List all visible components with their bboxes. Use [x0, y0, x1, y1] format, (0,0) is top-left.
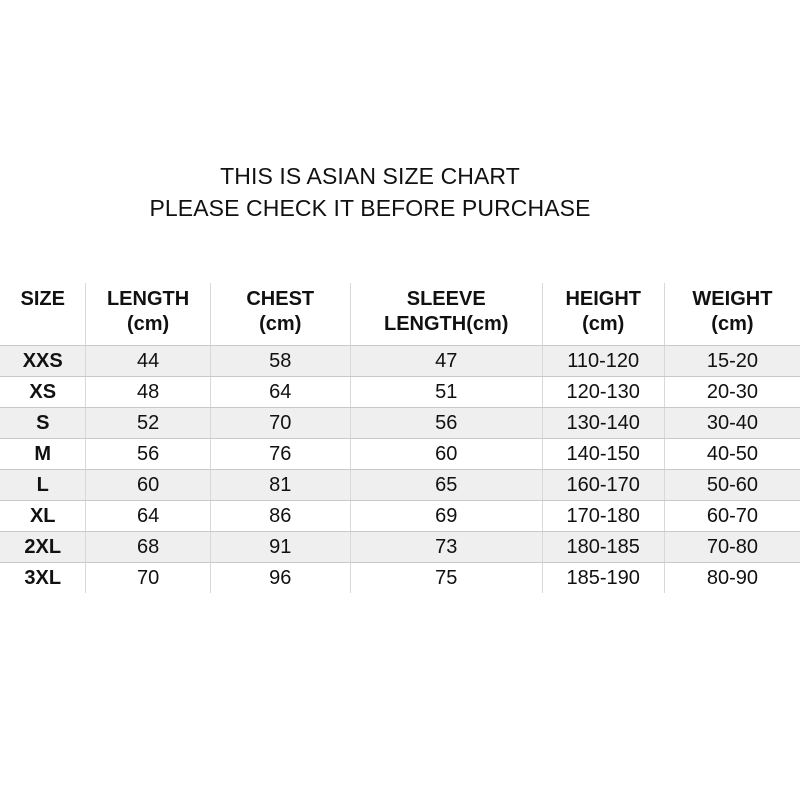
size-cell: XXS	[0, 346, 86, 376]
length-cell: 44	[86, 346, 210, 376]
header-chest: CHEST (cm)	[211, 283, 351, 345]
table-row	[0, 376, 800, 407]
header-size: SIZE	[0, 283, 86, 345]
notice-line-1: THIS IS ASIAN SIZE CHART	[220, 163, 520, 189]
length-cell: 70	[86, 563, 210, 593]
table-row	[0, 345, 800, 376]
sleeve-length-cell: 69	[351, 501, 543, 531]
length-cell: 48	[86, 377, 210, 407]
weight-cell: 40-50	[706, 443, 758, 465]
sleeve-length-cell: 65	[351, 470, 543, 500]
weight-cell: 15-20	[706, 350, 758, 372]
sleeve-length-cell: 75	[351, 563, 543, 593]
chest-cell: 86	[211, 501, 351, 531]
height-cell: 110-120	[543, 346, 665, 376]
sleeve-length-cell: 56	[351, 408, 543, 438]
size-cell: XL	[0, 501, 86, 531]
height-cell: 120-130	[543, 377, 665, 407]
size-table	[0, 283, 800, 593]
chest-cell: 58	[211, 346, 351, 376]
length-cell: 56	[86, 439, 210, 469]
sleeve-length-cell: 73	[351, 532, 543, 562]
table-row	[0, 531, 800, 562]
header-height: HEIGHT (cm)	[543, 283, 665, 345]
table-row	[0, 469, 800, 500]
size-cell: M	[0, 439, 86, 469]
header-sleeve-length: SLEEVE LENGTH(cm)	[351, 283, 543, 345]
length-cell: 52	[86, 408, 210, 438]
header-weight: WEIGHT (cm)	[692, 288, 773, 335]
height-cell: 140-150	[543, 439, 665, 469]
weight-cell: 80-90	[706, 567, 758, 589]
size-cell: S	[0, 408, 86, 438]
size-cell: 2XL	[0, 532, 86, 562]
weight-cell: 20-30	[706, 381, 758, 403]
height-cell: 170-180	[543, 501, 665, 531]
chest-cell: 64	[211, 377, 351, 407]
chest-cell: 70	[211, 408, 351, 438]
weight-cell: 30-40	[706, 412, 758, 434]
table-row	[0, 438, 800, 469]
chest-cell: 81	[211, 470, 351, 500]
table-header-row	[0, 283, 800, 345]
height-cell: 160-170	[543, 470, 665, 500]
chest-cell: 76	[211, 439, 351, 469]
weight-cell: 50-60	[706, 474, 758, 496]
weight-cell: 70-80	[706, 536, 758, 558]
chest-cell: 96	[211, 563, 351, 593]
height-cell: 130-140	[543, 408, 665, 438]
sleeve-length-cell: 60	[351, 439, 543, 469]
sleeve-length-cell: 51	[351, 377, 543, 407]
sleeve-length-cell: 47	[351, 346, 543, 376]
table-row	[0, 500, 800, 531]
size-cell: 3XL	[0, 563, 86, 593]
size-cell: XS	[0, 377, 86, 407]
length-cell: 64	[86, 501, 210, 531]
table-row	[0, 407, 800, 438]
size-chart-notice	[0, 160, 740, 224]
weight-cell: 60-70	[706, 505, 758, 527]
header-length: LENGTH (cm)	[86, 283, 210, 345]
size-cell: L	[0, 470, 86, 500]
notice-line-2: PLEASE CHECK IT BEFORE PURCHASE	[149, 195, 591, 221]
chest-cell: 91	[211, 532, 351, 562]
height-cell: 180-185	[543, 532, 665, 562]
length-cell: 68	[86, 532, 210, 562]
height-cell: 185-190	[543, 563, 665, 593]
length-cell: 60	[86, 470, 210, 500]
table-row	[0, 562, 800, 593]
